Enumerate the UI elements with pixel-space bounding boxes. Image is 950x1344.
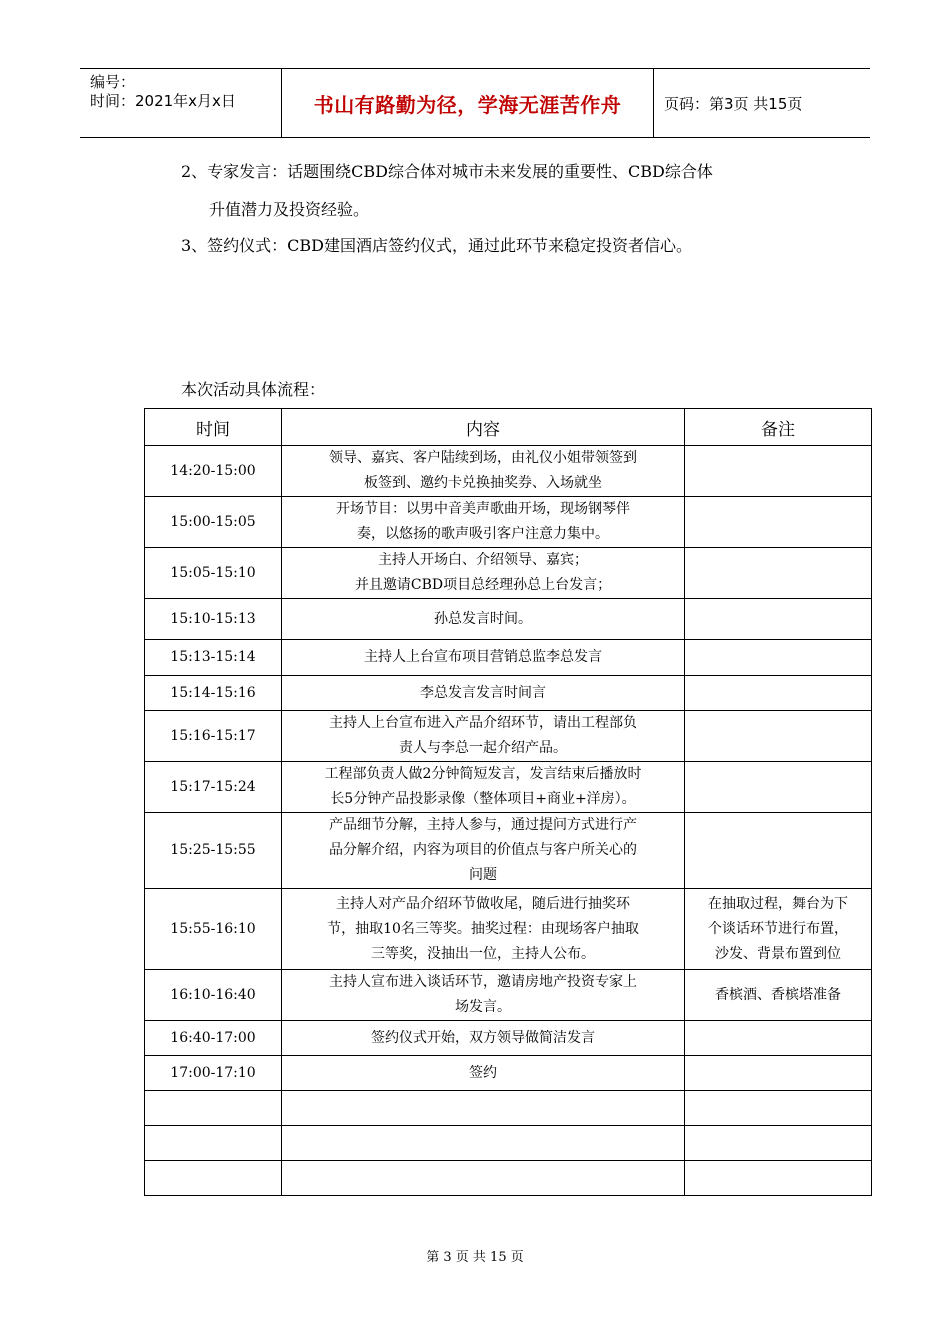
column-header-remark: 备注: [685, 409, 872, 446]
schedule-content: [282, 970, 685, 1021]
content-line: 签约: [469, 1064, 497, 1081]
schedule-remark: [685, 1126, 872, 1161]
schedule-time: 15:16-15:17: [145, 711, 282, 762]
intro-item-2-line-1: 2、专家发言：话题围绕CBD综合体对城市未来发展的重要性、CBD综合体: [181, 162, 713, 181]
remark-line: 香槟酒、香槟塔准备: [715, 986, 841, 1003]
content-line: 长5分钟产品投影录像（整体项目+商业+洋房）。: [330, 791, 636, 807]
schedule-row: [145, 1091, 872, 1126]
header-meta: [80, 69, 281, 137]
intro-item-2-line-2: 升值潜力及投资经验。: [209, 200, 370, 219]
content-line: 板签到、邀约卡兑换抽奖券、入场就坐: [364, 475, 602, 491]
schedule-row: [145, 762, 872, 813]
schedule-time: [145, 1126, 282, 1161]
intro-item-3: 3、签约仪式：CBD建国酒店签约仪式，通过此环节来稳定投资者信心。: [181, 236, 693, 255]
content-line: 开场节目：以男中音美声歌曲开场，现场钢琴伴: [336, 501, 630, 517]
schedule-row: [145, 446, 872, 497]
schedule-remark: [685, 676, 872, 711]
content-line: 主持人上台宣布项目营销总监李总发言: [364, 649, 602, 665]
document-date: 时间：2021年x月x日: [90, 92, 236, 110]
content-line: 主持人对产品介绍环节做收尾，随后进行抽奖环: [336, 895, 630, 912]
schedule-remark: [685, 599, 872, 640]
schedule-content: [282, 548, 685, 599]
schedule-remark: [685, 640, 872, 676]
page-header: [80, 68, 870, 138]
schedule-content: [282, 889, 685, 970]
schedule-content: [282, 599, 685, 640]
column-header-time: 时间: [145, 409, 282, 446]
remark-line: 在抽取过程，舞台为下: [708, 895, 848, 912]
schedule-time: 14:20-15:00: [145, 446, 282, 497]
schedule-time: 15:13-15:14: [145, 640, 282, 676]
content-line: 领导、嘉宾、客户陆续到场，由礼仪小姐带领签到: [329, 450, 637, 466]
schedule-time: 15:10-15:13: [145, 599, 282, 640]
schedule-content: [282, 1021, 685, 1056]
schedule-row: [145, 711, 872, 762]
schedule-content: [282, 676, 685, 711]
schedule-row: [145, 970, 872, 1021]
content-line: 主持人宣布进入谈话环节，邀请房地产投资专家上: [329, 974, 637, 990]
schedule-table: [144, 408, 872, 1196]
schedule-content: [282, 1126, 685, 1161]
schedule-row: [145, 497, 872, 548]
schedule-time: 15:25-15:55: [145, 813, 282, 889]
schedule-remark: [685, 711, 872, 762]
remark-line: 个谈话环节进行布置，: [708, 920, 848, 937]
schedule-remark: [685, 813, 872, 889]
column-header-content: 内容: [282, 409, 685, 446]
remark-line: 沙发、背景布置到位: [715, 945, 841, 962]
schedule-time: [145, 1091, 282, 1126]
schedule-remark: [685, 1021, 872, 1056]
schedule-time: 17:00-17:10: [145, 1056, 282, 1091]
schedule-row: [145, 599, 872, 640]
schedule-time: 15:55-16:10: [145, 889, 282, 970]
schedule-content: [282, 640, 685, 676]
schedule-time: 16:10-16:40: [145, 970, 282, 1021]
content-line: 品分解介绍，内容为项目的价值点与客户所关心的: [329, 842, 637, 858]
page-footer: 第 3 页 共 15 页: [426, 1250, 524, 1265]
schedule-row: [145, 676, 872, 711]
schedule-row: [145, 889, 872, 970]
schedule-time: [145, 1161, 282, 1196]
schedule-row: [145, 813, 872, 889]
document-number: 编号：: [90, 73, 136, 91]
schedule-remark: [685, 548, 872, 599]
content-line: 签约仪式开始，双方领导做简洁发言: [371, 1029, 595, 1046]
content-line: 并且邀请CBD项目总经理孙总上台发言；: [354, 577, 612, 593]
schedule-time: 15:14-15:16: [145, 676, 282, 711]
schedule-row: [145, 1021, 872, 1056]
content-line: 奏，以悠扬的歌声吸引客户注意力集中。: [357, 526, 609, 542]
content-line: 工程部负责人做2分钟简短发言，发言结束后播放时: [324, 766, 642, 782]
schedule-header-row: [145, 409, 872, 446]
schedule-content: [282, 497, 685, 548]
content-line: 孙总发言时间。: [434, 610, 532, 627]
content-line: 李总发言发言时间言: [420, 684, 546, 701]
schedule-remark: [685, 889, 872, 970]
schedule-content: [282, 1161, 685, 1196]
schedule-time: 16:40-17:00: [145, 1021, 282, 1056]
content-line: 主持人上台宣布进入产品介绍环节，请出工程部负: [329, 715, 637, 731]
content-line: 场发言。: [455, 999, 511, 1015]
schedule-row: [145, 548, 872, 599]
content-line: 节，抽取10名三等奖。抽奖过程：由现场客户抽取: [327, 920, 639, 937]
header-page-info: 页码：第3页 共15页: [664, 94, 803, 113]
schedule-time: 15:00-15:05: [145, 497, 282, 548]
content-line: 主持人开场白、介绍领导、嘉宾；: [378, 552, 588, 568]
schedule-content: [282, 446, 685, 497]
schedule-remark: [685, 970, 872, 1021]
schedule-remark: [685, 497, 872, 548]
schedule-content: [282, 813, 685, 889]
schedule-row: [145, 1056, 872, 1091]
schedule-remark: [685, 446, 872, 497]
content-line: 三等奖，没抽出一位，主持人公布。: [371, 945, 595, 962]
schedule-row: [145, 640, 872, 676]
schedule-content: [282, 762, 685, 813]
content-line: 产品细节分解，主持人参与，通过提问方式进行产: [329, 817, 637, 833]
schedule-time: 15:05-15:10: [145, 548, 282, 599]
schedule-remark: [685, 1161, 872, 1196]
schedule-remark: [685, 1091, 872, 1126]
content-line: 责人与李总一起介绍产品。: [399, 740, 567, 756]
schedule-remark: [685, 762, 872, 813]
header-motto: 书山有路勤为径，学海无涯苦作舟: [281, 69, 654, 137]
schedule-content: [282, 1091, 685, 1126]
schedule-content: [282, 711, 685, 762]
schedule-content: [282, 1056, 685, 1091]
schedule-title: 本次活动具体流程：: [181, 380, 326, 399]
schedule-remark: [685, 1056, 872, 1091]
schedule-time: 15:17-15:24: [145, 762, 282, 813]
content-line: 问题: [469, 867, 497, 883]
schedule-row: [145, 1126, 872, 1161]
schedule-row: [145, 1161, 872, 1196]
